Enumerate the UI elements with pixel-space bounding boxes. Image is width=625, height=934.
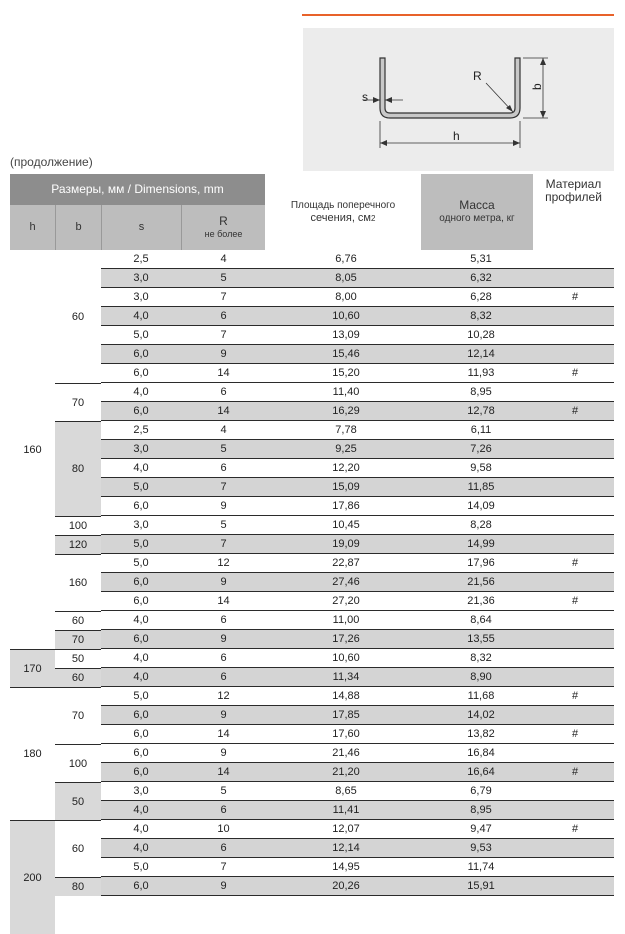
cell-mass: 8,64 bbox=[470, 614, 492, 626]
cell-r: 14 bbox=[217, 405, 230, 417]
cell-s: 6,0 bbox=[133, 728, 149, 740]
cell-s: 3,0 bbox=[133, 443, 149, 455]
cell-r: 9 bbox=[220, 500, 227, 512]
table-row bbox=[101, 269, 614, 288]
table-row bbox=[101, 668, 614, 687]
header-material-line1: Материал bbox=[545, 177, 602, 191]
cell-mass: 6,11 bbox=[470, 424, 492, 436]
cell-s: 2,5 bbox=[133, 424, 149, 436]
cell-s: 6,0 bbox=[133, 595, 149, 607]
cell-r: 12 bbox=[217, 690, 230, 702]
header-b: b bbox=[55, 205, 101, 250]
b-group-cell: 80 bbox=[55, 421, 101, 516]
table-row bbox=[101, 516, 614, 535]
table-row bbox=[101, 839, 614, 858]
cell-area: 27,20 bbox=[332, 595, 360, 607]
cell-r: 9 bbox=[220, 576, 227, 588]
cell-mass: 14,09 bbox=[467, 500, 495, 512]
top-accent-rule bbox=[302, 14, 614, 16]
table-row bbox=[101, 630, 614, 649]
table-row bbox=[101, 592, 614, 611]
cell-mass: 15,91 bbox=[467, 880, 495, 892]
cell-area: 15,09 bbox=[332, 481, 360, 493]
b-group-cell: 60 bbox=[55, 668, 101, 687]
b-group-cell: 60 bbox=[55, 611, 101, 630]
cell-area: 12,20 bbox=[332, 462, 360, 474]
cell-r: 6 bbox=[220, 614, 227, 626]
cell-material bbox=[536, 326, 614, 344]
cell-material bbox=[536, 877, 614, 895]
cell-area: 8,05 bbox=[335, 272, 357, 284]
header-mass-line2: одного метра, кг bbox=[439, 213, 515, 224]
h-group-cell: 170 bbox=[10, 649, 55, 687]
table-row bbox=[101, 820, 614, 839]
cell-s: 4,0 bbox=[133, 614, 149, 626]
header-material bbox=[533, 174, 614, 250]
cell-area: 11,40 bbox=[332, 386, 360, 398]
table-row bbox=[101, 877, 614, 896]
cell-area: 19,09 bbox=[332, 538, 360, 550]
profile-diagram bbox=[303, 28, 614, 171]
cell-area: 17,85 bbox=[332, 709, 360, 721]
cell-material bbox=[536, 668, 614, 686]
cell-s: 6,0 bbox=[133, 766, 149, 778]
cell-s: 4,0 bbox=[133, 804, 149, 816]
cell-s: 6,0 bbox=[133, 576, 149, 588]
cell-s: 4,0 bbox=[133, 823, 149, 835]
cell-material bbox=[536, 630, 614, 648]
cell-s: 3,0 bbox=[133, 785, 149, 797]
cell-s: 4,0 bbox=[133, 462, 149, 474]
cell-r: 10 bbox=[217, 823, 230, 835]
h-group-cell: 160 bbox=[23, 443, 42, 456]
b-group-cell: 70 bbox=[55, 687, 101, 744]
cell-s: 6,0 bbox=[133, 747, 149, 759]
cell-material bbox=[536, 383, 614, 401]
cell-material: # bbox=[571, 557, 579, 569]
cell-s: 6,0 bbox=[133, 500, 149, 512]
cell-area: 8,00 bbox=[335, 291, 357, 303]
cell-material bbox=[536, 516, 614, 534]
cell-material bbox=[536, 611, 614, 629]
table-row bbox=[101, 497, 614, 516]
cell-r: 5 bbox=[220, 519, 227, 531]
label-r: R bbox=[473, 69, 482, 83]
cell-r: 14 bbox=[217, 367, 230, 379]
h-group-cell: 180 bbox=[10, 687, 55, 820]
cell-area: 17,86 bbox=[332, 500, 360, 512]
header-area-line2: сечения, см bbox=[310, 212, 371, 224]
b-group-cell: 120 bbox=[55, 535, 101, 554]
cell-r: 14 bbox=[217, 595, 230, 607]
cell-area: 14,95 bbox=[332, 861, 360, 873]
cell-area: 17,26 bbox=[332, 633, 360, 645]
table-row bbox=[101, 402, 614, 421]
cell-material: # bbox=[571, 728, 579, 740]
cell-mass: 9,58 bbox=[470, 462, 492, 474]
b-group-cell: 50 bbox=[55, 782, 101, 820]
b-group-cell: 60 bbox=[71, 310, 85, 323]
cell-r: 6 bbox=[220, 386, 227, 398]
cell-material bbox=[536, 478, 614, 496]
cell-mass: 8,95 bbox=[470, 386, 492, 398]
cell-material bbox=[536, 250, 614, 268]
header-area bbox=[265, 174, 421, 250]
cell-s: 4,0 bbox=[133, 671, 149, 683]
continuation-caption: (продолжение) bbox=[10, 155, 93, 169]
cell-area: 6,76 bbox=[335, 253, 357, 265]
table-row bbox=[101, 440, 614, 459]
cell-s: 4,0 bbox=[133, 842, 149, 854]
cell-material bbox=[536, 839, 614, 857]
cell-r: 6 bbox=[220, 652, 227, 664]
cell-area: 15,20 bbox=[332, 367, 360, 379]
cell-s: 5,0 bbox=[133, 329, 149, 341]
cell-r: 9 bbox=[220, 633, 227, 645]
cell-area: 7,78 bbox=[335, 424, 357, 436]
cell-material bbox=[536, 497, 614, 515]
cell-mass: 7,26 bbox=[470, 443, 492, 455]
table-row bbox=[101, 421, 614, 440]
cell-area: 11,41 bbox=[332, 804, 360, 816]
cell-r: 14 bbox=[217, 766, 230, 778]
table-row bbox=[101, 554, 614, 573]
cell-material bbox=[536, 573, 614, 591]
cell-mass: 9,47 bbox=[470, 823, 492, 835]
cell-s: 4,0 bbox=[133, 310, 149, 322]
cell-area: 20,26 bbox=[332, 880, 360, 892]
cell-s: 2,5 bbox=[133, 253, 149, 265]
cell-s: 4,0 bbox=[133, 386, 149, 398]
cell-material bbox=[536, 706, 614, 724]
header-dimensions: Размеры, мм / Dimensions, mm bbox=[10, 174, 265, 205]
table-row bbox=[101, 383, 614, 402]
h-group-cell: 200 bbox=[10, 820, 55, 934]
cell-mass: 6,32 bbox=[470, 272, 492, 284]
cell-mass: 14,99 bbox=[467, 538, 495, 550]
b-group-cell: 100 bbox=[55, 516, 101, 535]
header-area-line2-wrap bbox=[311, 212, 376, 225]
table-row bbox=[101, 326, 614, 345]
header-r-sub: не более bbox=[204, 228, 243, 239]
b-group-cell: 70 bbox=[55, 383, 101, 421]
cell-r: 5 bbox=[220, 443, 227, 455]
header-area-sup: 2 bbox=[371, 214, 376, 223]
cell-material bbox=[536, 459, 614, 477]
table-row bbox=[101, 478, 614, 497]
cell-r: 4 bbox=[220, 253, 227, 265]
label-h: h bbox=[453, 129, 460, 143]
cell-r: 5 bbox=[220, 272, 227, 284]
cell-r: 9 bbox=[220, 348, 227, 360]
cell-mass: 21,36 bbox=[467, 595, 495, 607]
cell-area: 13,09 bbox=[332, 329, 360, 341]
cell-s: 5,0 bbox=[133, 861, 149, 873]
cell-area: 11,34 bbox=[332, 671, 360, 683]
cell-s: 6,0 bbox=[133, 348, 149, 360]
cell-area: 9,25 bbox=[335, 443, 357, 455]
cell-material bbox=[536, 801, 614, 819]
b-group-cell: 100 bbox=[55, 744, 101, 782]
cell-r: 9 bbox=[220, 747, 227, 759]
cell-s: 6,0 bbox=[133, 633, 149, 645]
b-group-cell: 160 bbox=[55, 554, 101, 611]
cell-area: 10,45 bbox=[332, 519, 360, 531]
cell-r: 6 bbox=[220, 310, 227, 322]
cell-r: 7 bbox=[220, 538, 227, 550]
cell-r: 7 bbox=[220, 861, 227, 873]
cell-material bbox=[536, 535, 614, 553]
header-h: h bbox=[10, 205, 55, 250]
table-row bbox=[101, 687, 614, 706]
table-row bbox=[101, 725, 614, 744]
header-r-label: R bbox=[219, 213, 228, 228]
label-b: b bbox=[530, 83, 544, 90]
table-header bbox=[10, 174, 614, 250]
cell-mass: 12,14 bbox=[467, 348, 495, 360]
cell-s: 6,0 bbox=[133, 880, 149, 892]
cell-mass: 10,28 bbox=[467, 329, 495, 341]
cell-r: 4 bbox=[220, 424, 227, 436]
table-row bbox=[101, 535, 614, 554]
cell-area: 14,88 bbox=[332, 690, 360, 702]
cell-mass: 13,55 bbox=[467, 633, 495, 645]
table-row bbox=[101, 573, 614, 592]
cell-s: 3,0 bbox=[133, 291, 149, 303]
table-row bbox=[101, 801, 614, 820]
cell-mass: 11,93 bbox=[467, 367, 495, 379]
table-row bbox=[101, 782, 614, 801]
cell-mass: 16,84 bbox=[467, 747, 495, 759]
cell-area: 8,65 bbox=[335, 785, 357, 797]
cell-area: 15,46 bbox=[332, 348, 360, 360]
u-channel-drawing bbox=[303, 28, 614, 171]
cell-material bbox=[536, 744, 614, 762]
cell-r: 7 bbox=[220, 481, 227, 493]
cell-mass: 11,85 bbox=[467, 481, 495, 493]
cell-mass: 6,79 bbox=[470, 785, 492, 797]
cell-area: 27,46 bbox=[332, 576, 360, 588]
table-row bbox=[101, 307, 614, 326]
cell-mass: 11,68 bbox=[467, 690, 495, 702]
table-row bbox=[101, 611, 614, 630]
cell-mass: 12,78 bbox=[467, 405, 495, 417]
cell-r: 9 bbox=[220, 709, 227, 721]
cell-mass: 8,28 bbox=[470, 519, 492, 531]
cell-mass: 9,53 bbox=[470, 842, 492, 854]
table-row bbox=[101, 345, 614, 364]
cell-mass: 21,56 bbox=[467, 576, 495, 588]
cell-area: 12,07 bbox=[332, 823, 360, 835]
cell-material bbox=[536, 649, 614, 667]
cell-r: 12 bbox=[217, 557, 230, 569]
cell-material: # bbox=[571, 291, 579, 303]
header-r bbox=[181, 205, 265, 250]
table-row bbox=[101, 858, 614, 877]
cell-r: 14 bbox=[217, 728, 230, 740]
cell-s: 6,0 bbox=[133, 709, 149, 721]
cell-material bbox=[536, 858, 614, 876]
header-mass-line1: Масса bbox=[459, 198, 495, 212]
header-material-line2: профилей bbox=[545, 190, 602, 204]
cell-r: 6 bbox=[220, 671, 227, 683]
cell-material: # bbox=[571, 367, 579, 379]
cell-area: 17,60 bbox=[332, 728, 360, 740]
cell-s: 4,0 bbox=[133, 652, 149, 664]
cell-mass: 17,96 bbox=[467, 557, 495, 569]
cell-mass: 8,32 bbox=[470, 310, 492, 322]
cell-material bbox=[536, 782, 614, 800]
cell-area: 21,20 bbox=[332, 766, 360, 778]
cell-area: 11,00 bbox=[332, 614, 360, 626]
cell-material bbox=[536, 269, 614, 287]
cell-material bbox=[536, 345, 614, 363]
cell-s: 3,0 bbox=[133, 519, 149, 531]
cell-area: 16,29 bbox=[332, 405, 360, 417]
table-row bbox=[101, 744, 614, 763]
cell-material: # bbox=[571, 405, 579, 417]
cell-material bbox=[536, 307, 614, 325]
cell-mass: 16,64 bbox=[467, 766, 495, 778]
table-row bbox=[101, 364, 614, 383]
cell-r: 7 bbox=[220, 291, 227, 303]
cell-material: # bbox=[571, 595, 579, 607]
header-mass bbox=[421, 174, 533, 250]
cell-s: 5,0 bbox=[133, 481, 149, 493]
table-row bbox=[101, 459, 614, 478]
cell-mass: 8,32 bbox=[470, 652, 492, 664]
label-s: s bbox=[362, 90, 368, 104]
channel-profile bbox=[380, 58, 520, 118]
cell-mass: 6,28 bbox=[470, 291, 492, 303]
cell-s: 6,0 bbox=[133, 367, 149, 379]
cell-area: 22,87 bbox=[332, 557, 360, 569]
cell-s: 3,0 bbox=[133, 272, 149, 284]
cell-r: 6 bbox=[220, 842, 227, 854]
table-row bbox=[101, 288, 614, 307]
table-row bbox=[101, 250, 614, 269]
cell-r: 6 bbox=[220, 462, 227, 474]
cell-mass: 13,82 bbox=[467, 728, 495, 740]
cell-mass: 8,90 bbox=[470, 671, 492, 683]
cell-mass: 8,95 bbox=[470, 804, 492, 816]
cell-material: # bbox=[571, 823, 579, 835]
table-row bbox=[101, 649, 614, 668]
cell-area: 10,60 bbox=[332, 310, 360, 322]
table-row bbox=[101, 763, 614, 782]
cell-area: 21,46 bbox=[332, 747, 360, 759]
cell-mass: 5,31 bbox=[470, 253, 492, 265]
cell-mass: 11,74 bbox=[467, 861, 495, 873]
cell-r: 9 bbox=[220, 880, 227, 892]
cell-mass: 14,02 bbox=[467, 709, 495, 721]
table-row bbox=[101, 706, 614, 725]
cell-s: 6,0 bbox=[133, 405, 149, 417]
header-area-line1: Площадь поперечного bbox=[290, 200, 396, 211]
cell-area: 10,60 bbox=[332, 652, 360, 664]
b-group-cell: 50 bbox=[55, 649, 101, 668]
cell-r: 7 bbox=[220, 329, 227, 341]
cell-s: 5,0 bbox=[133, 690, 149, 702]
b-group-cell: 80 bbox=[55, 877, 101, 896]
cell-material bbox=[536, 421, 614, 439]
cell-material: # bbox=[571, 766, 579, 778]
cell-area: 12,14 bbox=[332, 842, 360, 854]
cell-material: # bbox=[571, 690, 579, 702]
cell-material bbox=[536, 440, 614, 458]
b-group-cell: 60 bbox=[55, 820, 101, 877]
header-s: s bbox=[101, 205, 181, 250]
cell-r: 6 bbox=[220, 804, 227, 816]
b-group-cell: 70 bbox=[55, 630, 101, 649]
cell-s: 5,0 bbox=[133, 538, 149, 550]
cell-s: 5,0 bbox=[133, 557, 149, 569]
cell-r: 5 bbox=[220, 785, 227, 797]
